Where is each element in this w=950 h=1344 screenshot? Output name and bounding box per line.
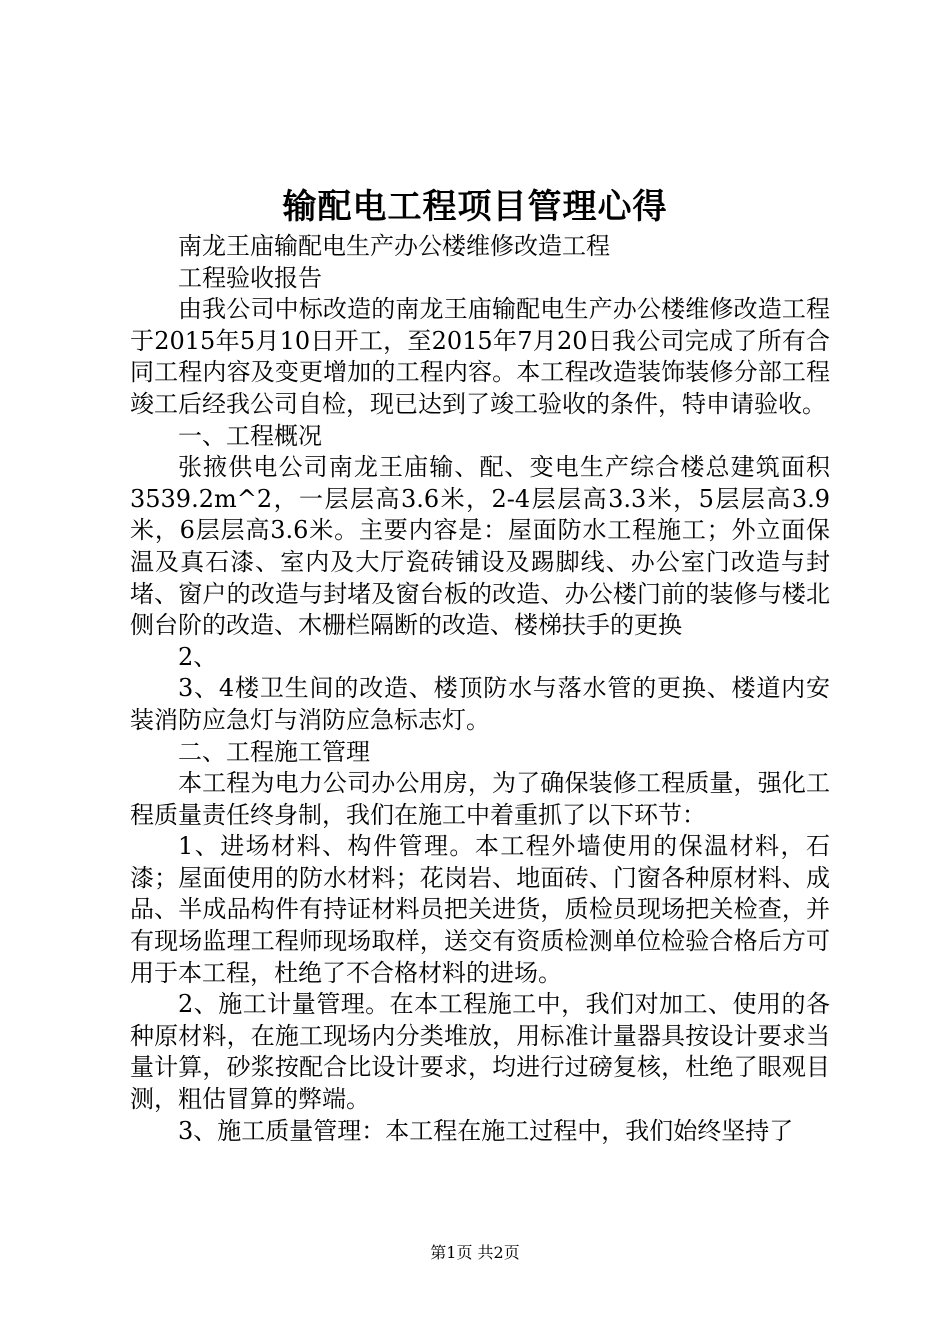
paragraph: 2、施工计量管理。在本工程施工中，我们对加工、使用的各种原材料，在施工现场内分类堆放，用标准计量器具按设计要求当量计算，砂浆按配合比设计要求，均进行过磅复核，杜绝了眼观目测，粗估冒算的弊端。 bbox=[130, 990, 830, 1114]
paragraph: 本工程为电力公司办公用房，为了确保装修工程质量，强化工程质量责任终身制，我们在施工中着重抓了以下环节： bbox=[130, 769, 830, 829]
section-heading: 一、工程概况 bbox=[178, 421, 322, 450]
paragraph: 1、进场材料、构件管理。本工程外墙使用的保温材料，石漆；屋面使用的防水材料；花岗岩、地面砖、门窗各种原材料、成品、半成品构件有持证材料员把关进货，质检员现场把关检查，并有现场监理工程师现场取样，送交有资质检测单位检验合格后方可用于本工程，杜绝了不合格材料的进场。 bbox=[130, 832, 830, 987]
paragraph: 南龙王庙输配电生产办公楼维修改造工程 bbox=[178, 232, 610, 260]
document-title: 输配电工程项目管理心得 bbox=[282, 187, 668, 227]
paragraph: 张掖供电公司南龙王庙输、配、变电生产综合楼总建筑面积3539.2m^2，一层层高3.6米，2-4层层高3.3米，5层层高3.9米，6层层高3.6米。主要内容是：屋面防水工程施工；外立面保温及真石漆、室内及大厅瓷砖铺设及踢脚线、办公室门改造与封堵、窗户的改造与封堵及窗台板的改造、办公楼门前的装修与楼北侧台阶的改造、木栅栏隔断的改造、楼梯扶手的更换 bbox=[130, 453, 830, 640]
page-number: 第1页 共2页 bbox=[430, 1243, 520, 1262]
paragraph: 由我公司中标改造的南龙王庙输配电生产办公楼维修改造工程于2015年5月10日开工，至2015年7月20日我公司完成了所有合同工程内容及变更增加的工程内容。本工程改造装饰装修分部工程竣工后经我公司自检，现已达到了竣工验收的条件，特申请验收。 bbox=[130, 295, 830, 418]
paragraph: 2、 bbox=[178, 642, 218, 671]
paragraph: 工程验收报告 bbox=[178, 263, 322, 292]
paragraph: 3、4楼卫生间的改造、楼顶防水与落水管的更换、楼道内安装消防应急灯与消防应急标志灯。 bbox=[130, 674, 830, 734]
paragraph: 3、施工质量管理：本工程在施工过程中，我们始终坚持了 bbox=[178, 1116, 794, 1145]
section-heading: 二、工程施工管理 bbox=[178, 737, 370, 766]
document-body bbox=[130, 231, 830, 1147]
